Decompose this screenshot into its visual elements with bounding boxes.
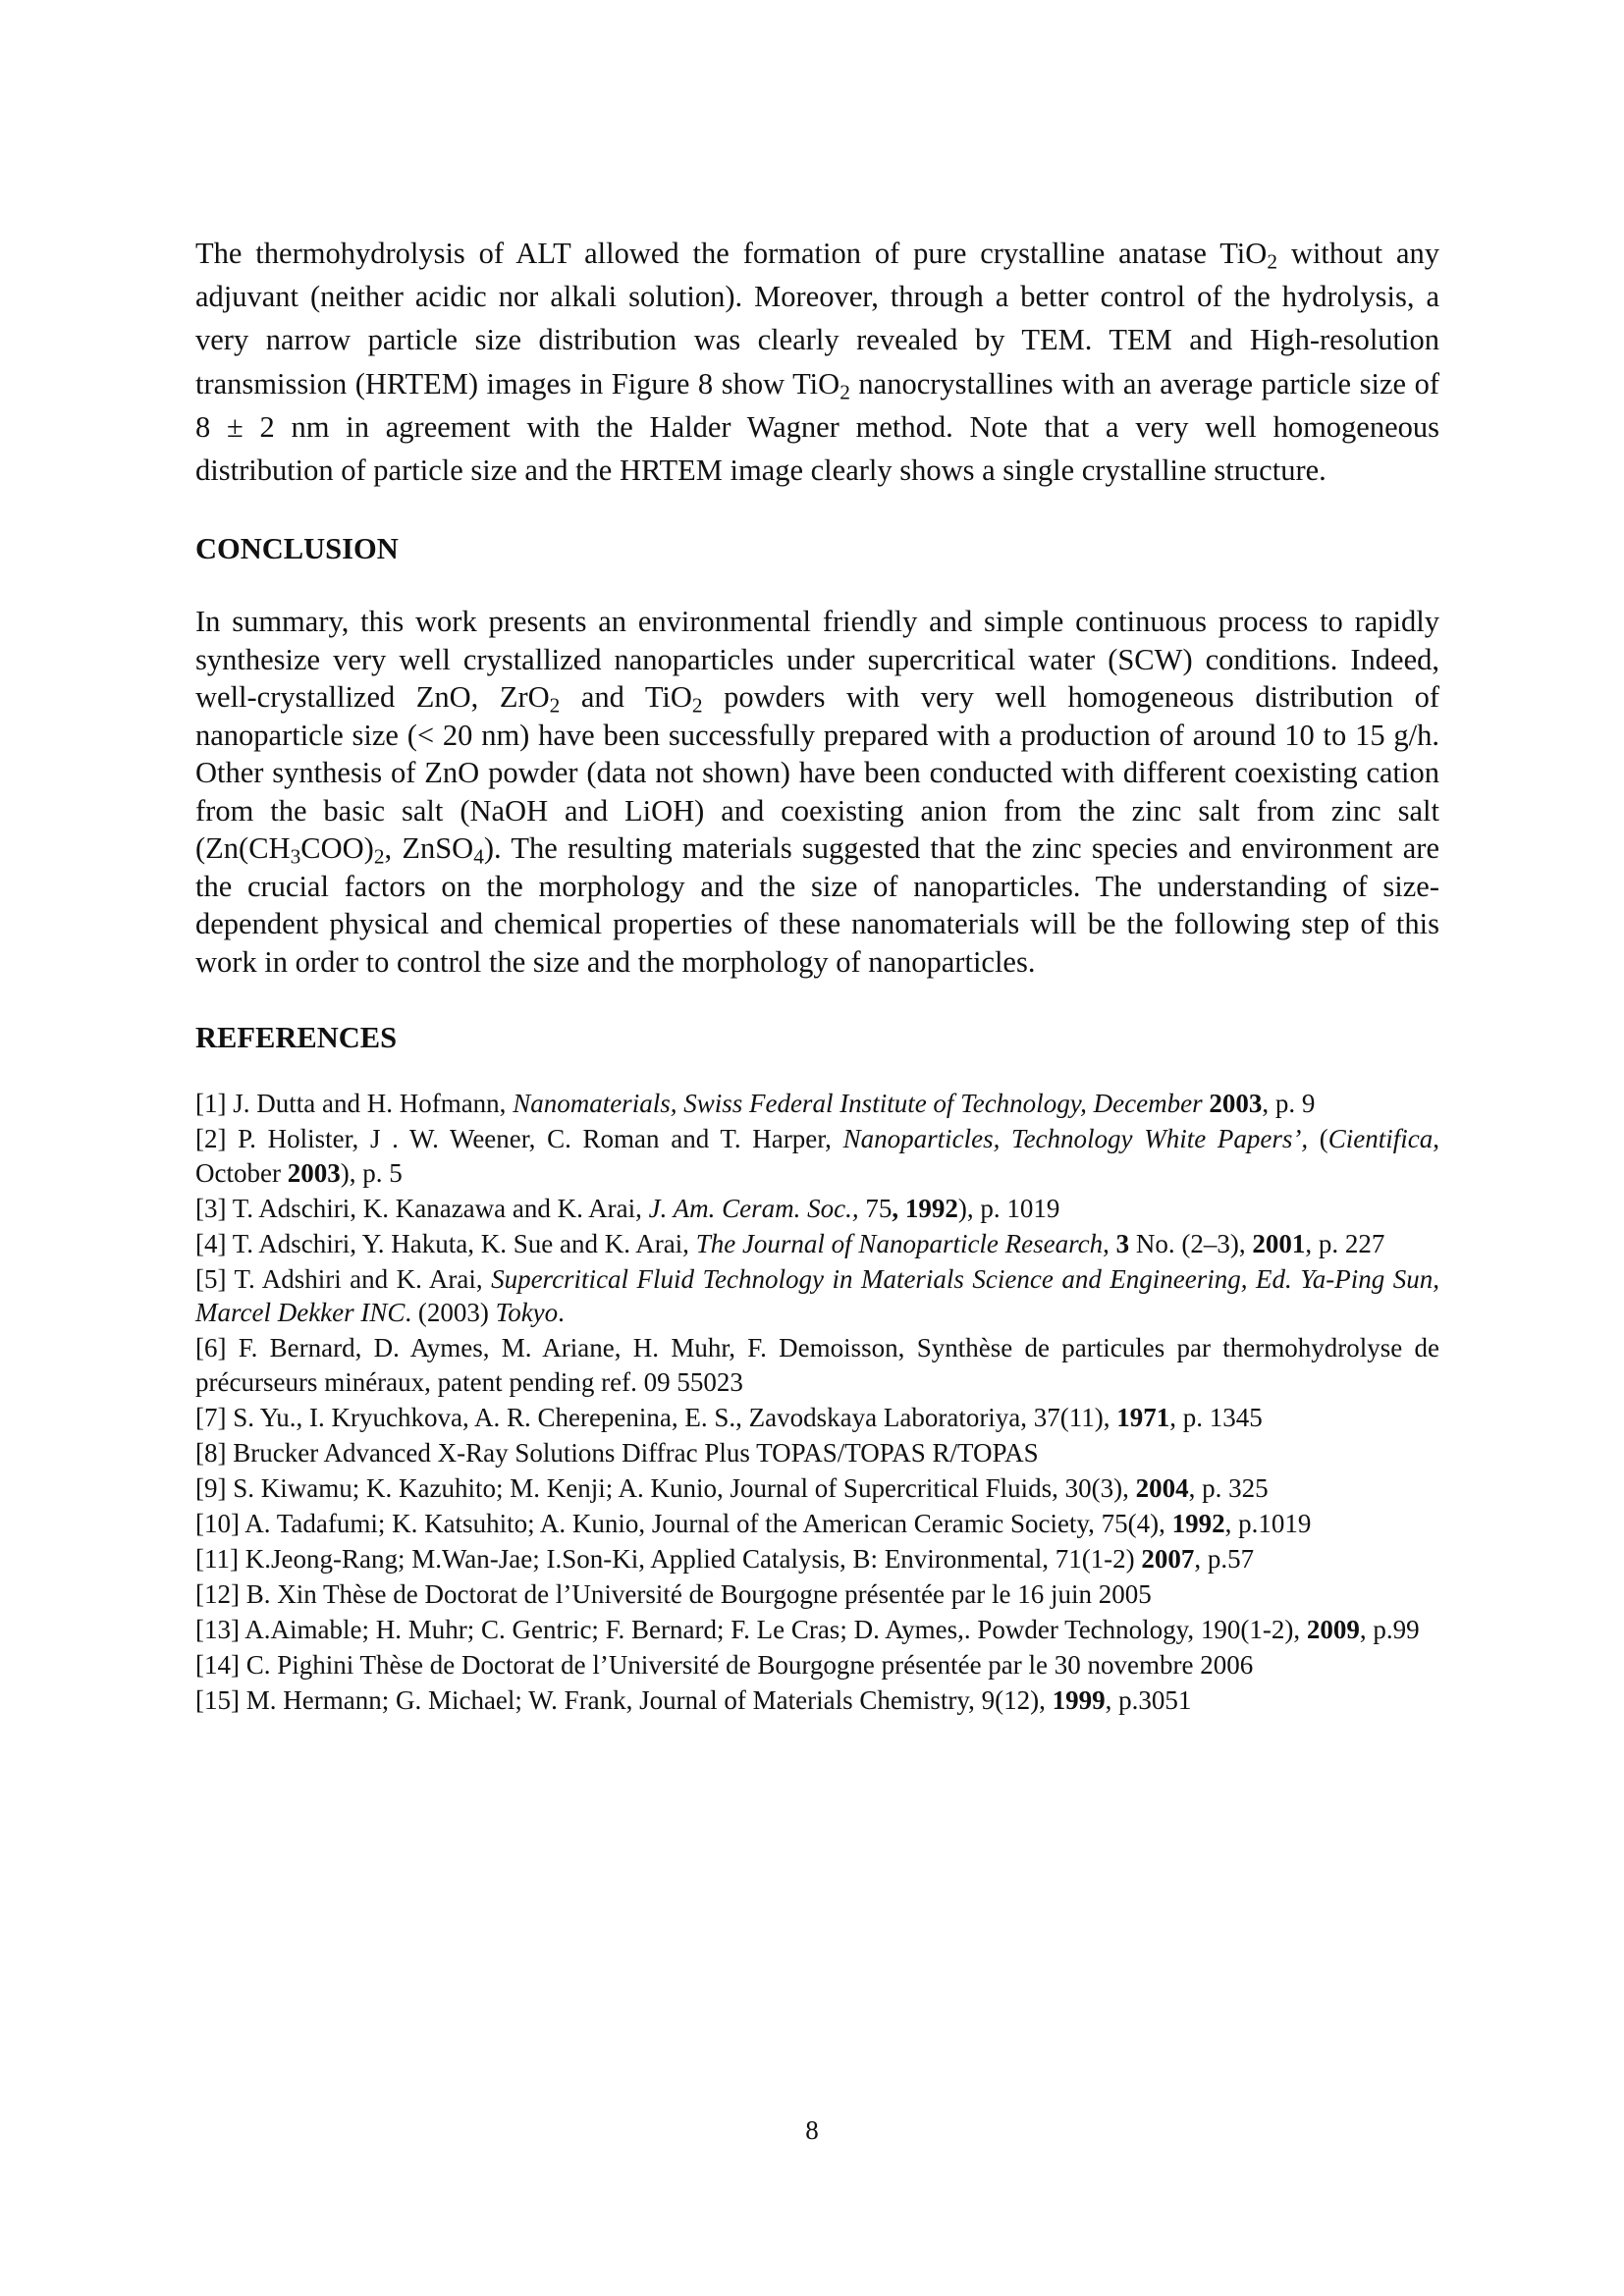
bold-run: 3	[1115, 1228, 1130, 1258]
reference-item	[195, 1577, 1439, 1612]
text-run: (	[1308, 1124, 1328, 1154]
subscript: 4	[473, 844, 484, 869]
reference-item	[195, 1648, 1439, 1682]
text-run: [5] T. Adshiri and K. Arai,	[195, 1263, 492, 1294]
text-run: [9] S. Kiwamu; K. Kazuhito; M. Kenji; A. Kunio, Journal of Supercritical Fluids, 30(3),	[195, 1472, 1136, 1503]
text-run: ,	[1103, 1228, 1116, 1258]
reference-item	[195, 1262, 1439, 1330]
text-run: .	[558, 1298, 565, 1328]
text-run: [12] B. Xin Thèse de Doctorat de l’Université de Bourgogne présentée par le 16 juin 2005	[195, 1578, 1152, 1609]
subscript: 2	[373, 844, 385, 869]
italic-run: Nanoparticles, Technology White Papers’,	[842, 1124, 1309, 1154]
bold-run: 2003	[1209, 1089, 1263, 1119]
reference-item	[195, 1401, 1439, 1435]
intro-paragraph	[195, 232, 1439, 492]
text-run: ), p. 5	[340, 1157, 403, 1188]
italic-run: Nanomaterials, Swiss Federal Institute of Technology, December	[513, 1089, 1210, 1119]
text-run: , p.1019	[1224, 1508, 1312, 1538]
page-content	[195, 232, 1439, 1719]
reference-item	[195, 1436, 1439, 1470]
text-run: [6] F. Bernard, D. Aymes, M. Ariane, H. Muhr, F. Demoisson, Synthèse de particules par thermohydrolyse de précurseurs minéraux, patent pending ref. 09 55023	[195, 1333, 1439, 1397]
references-heading: REFERENCES	[195, 1021, 398, 1055]
reference-item	[195, 1471, 1439, 1506]
reference-item	[195, 1227, 1439, 1261]
bold-run: 2001	[1252, 1228, 1306, 1258]
text-run: [14] C. Pighini Thèse de Doctorat de l’Université de Bourgogne présentée par le 30 novembre 2006	[195, 1649, 1254, 1680]
subscript: 2	[549, 693, 561, 718]
bold-run: , 1992	[892, 1193, 958, 1223]
text-run: [1] J. Dutta and H. Hofmann,	[195, 1089, 514, 1119]
text-run: The thermohydrolysis of ALT allowed the formation of pure crystalline anatase TiO	[195, 237, 1268, 270]
text-run: [10] A. Tadafumi; K. Katsuhito; A. Kunio, Journal of the American Ceramic Society, 75(4),	[195, 1508, 1172, 1538]
page-number: 8	[805, 2115, 819, 2145]
text-run: , October	[195, 1124, 1439, 1188]
text-run: , p.3051	[1105, 1684, 1192, 1715]
italic-run: J. Am. Ceram. Soc.,	[648, 1193, 859, 1223]
bold-run: 1999	[1052, 1684, 1106, 1715]
reference-item	[195, 1683, 1439, 1718]
reference-item	[195, 1331, 1439, 1399]
reference-item	[195, 1192, 1439, 1226]
text-run: In summary, this work presents an environmental friendly and simple continuous process to rapidly synthesize very well crystallized nanoparticles under supercritical water (SCW) conditions. Indeed, well-crystallized ZnO, ZrO	[195, 605, 1439, 715]
text-run: , ZnSO	[384, 831, 474, 866]
text-run: [2] P. Holister, J . W. Weener, C. Roman and T. Harper,	[195, 1124, 843, 1154]
subscript: 2	[839, 379, 850, 403]
bold-run: 2007	[1141, 1543, 1195, 1574]
reference-item	[195, 1122, 1439, 1190]
italic-run: The Journal of Nanoparticle Research	[695, 1228, 1104, 1258]
bold-run: 2003	[287, 1157, 341, 1188]
reference-item	[195, 1613, 1439, 1647]
text-run: without any adjuvant (neither acidic nor alkali solution). Moreover, through a better control of the hydrolysis, a very narrow particle size distribution was clearly revealed by TEM. TEM and High-resolution transmission (HRTEM) images in Figure 8 show TiO	[195, 237, 1439, 400]
text-run: COO)	[300, 831, 374, 866]
reference-list	[195, 1087, 1439, 1717]
conclusion-heading: CONCLUSION	[195, 532, 399, 566]
text-run: [3] T. Adschiri, K. Kanazawa and K. Arai,	[195, 1193, 649, 1223]
bold-run: 2009	[1306, 1614, 1360, 1644]
reference-item	[195, 1087, 1439, 1121]
text-run: , p.99	[1359, 1614, 1420, 1644]
italic-run: Tokyo	[495, 1298, 559, 1328]
text-run: , p. 1345	[1169, 1402, 1263, 1432]
text-run: , p. 325	[1188, 1472, 1269, 1503]
text-run: ), p. 1019	[957, 1193, 1060, 1223]
bold-run: 2004	[1135, 1472, 1189, 1503]
text-run: ). The resulting materials suggested that the zinc species and environment are the crucial factors on the morphology and the size of nanoparticles. The understanding of size-dependent physical and chemical properties of these nanomaterials will be the following step of this work in order to control the size and the morphology of nanoparticles.	[195, 831, 1439, 979]
text-run: [7] S. Yu., I. Kryuchkova, A. R. Cherepenina, E. S., Zavodskaya Laboratoriya, 37(11),	[195, 1402, 1117, 1432]
text-run: [8] Brucker Advanced X-Ray Solutions Diffrac Plus TOPAS/TOPAS R/TOPAS	[195, 1437, 1039, 1468]
italic-run: Cientifica	[1327, 1124, 1434, 1154]
text-run: and TiO	[560, 680, 692, 715]
text-run: [13] A.Aimable; H. Muhr; C. Gentric; F. Bernard; F. Le Cras; D. Aymes,. Powder Technology, 190(1-2),	[195, 1614, 1307, 1644]
text-run: powders with very well homogeneous distribution of nanoparticle size (< 20 nm) have been successfully prepared with a production of around 10 to 15 g/h. Other synthesis of ZnO powder (data not shown) have been conducted with different coexisting cation from the basic salt (NaOH and LiOH) and coexisting anion from the zinc salt from zinc salt (Zn(CH	[195, 680, 1439, 866]
text-run: nanocrystallines with an average particle size of 8 ± 2 nm in agreement with the Halder Wagner method. Note that a very well homogeneous distribution of particle size and the HRTEM image clearly shows a single crystalline structure.	[195, 366, 1439, 488]
italic-run: Supercritical Fluid Technology in Materials Science and Engineering, Ed. Ya-Ping Sun, Marcel Dekker INC	[195, 1263, 1439, 1328]
subscript: 3	[290, 844, 301, 869]
subscript: 2	[691, 693, 703, 718]
text-run: . (2003)	[405, 1298, 496, 1328]
subscript: 2	[1267, 249, 1277, 274]
text-run: , p. 9	[1262, 1089, 1316, 1119]
conclusion-paragraph	[195, 603, 1439, 981]
text-run: No. (2–3),	[1129, 1228, 1253, 1258]
text-run: [4] T. Adschiri, Y. Hakuta, K. Sue and K. Arai,	[195, 1228, 696, 1258]
text-run: 75	[858, 1193, 893, 1223]
bold-run: 1992	[1171, 1508, 1225, 1538]
reference-item	[195, 1542, 1439, 1576]
bold-run: 1971	[1116, 1402, 1170, 1432]
reference-item	[195, 1507, 1439, 1541]
text-run: [15] M. Hermann; G. Michael; W. Frank, Journal of Materials Chemistry, 9(12),	[195, 1684, 1053, 1715]
text-run: , p. 227	[1305, 1228, 1385, 1258]
text-run: , p.57	[1194, 1543, 1255, 1574]
text-run: [11] K.Jeong-Rang; M.Wan-Jae; I.Son-Ki, Applied Catalysis, B: Environmental, 71(1-2)	[195, 1543, 1142, 1574]
